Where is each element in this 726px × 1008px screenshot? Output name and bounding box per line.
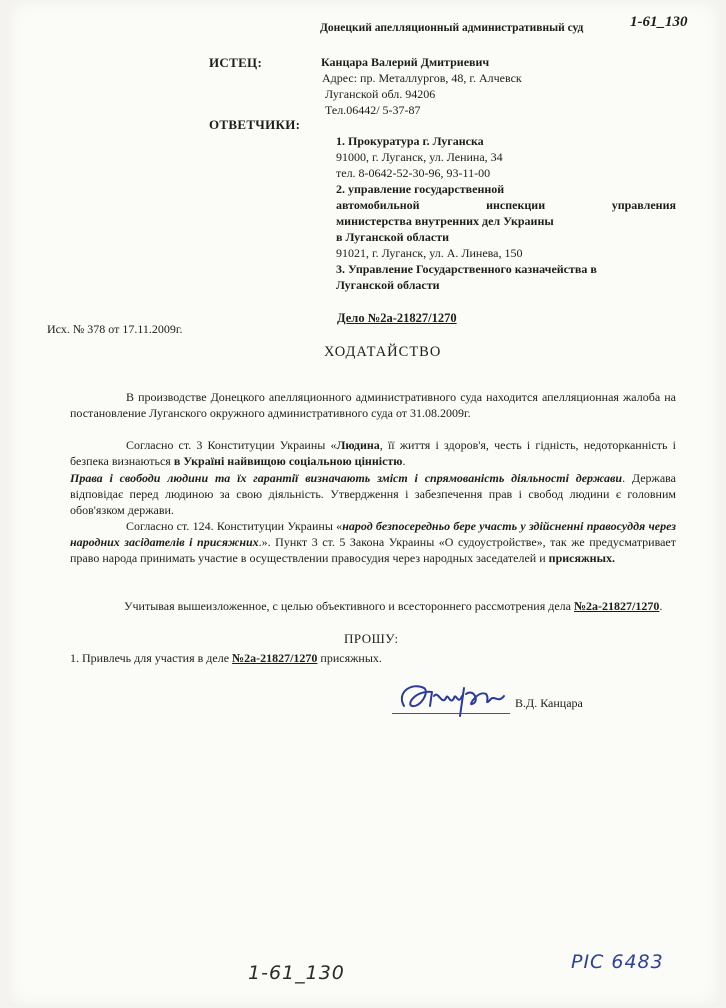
outgoing-number: Исх. № 378 от 17.11.2009г. — [47, 322, 183, 336]
p2-part-c: , її життя і здоров'я, честь і гідність, недоторканність і безпека визнаються — [70, 438, 677, 468]
defendant-3-line2: Луганской области — [336, 278, 440, 292]
plaintiff-address-line1: Адрес: пр. Металлургов, 48, г. Алчевск — [322, 71, 522, 85]
bottom-handwritten-code: PIC 6483 — [571, 951, 664, 973]
defendant-2-line1: 2. управление государственной — [336, 182, 505, 196]
p4-part-a: Согласно ст. 124. Конституции Украины « — [126, 519, 343, 533]
request-item-1 — [70, 651, 382, 666]
request-heading: ПРОШУ: — [344, 631, 399, 646]
handwritten-signature — [390, 676, 514, 722]
defendant-2-address: 91021, г. Луганск, ул. А. Линева, 150 — [336, 246, 523, 260]
request-item-text-a: 1. Привлечь для участия в деле — [70, 651, 233, 665]
p5-part-a: Учитывая вышеизложенное, с целью объективного и всестороннего рассмотрения дела — [124, 599, 574, 613]
p2-part-e: . — [402, 454, 406, 468]
court-name: Донецкий апелляционный административный суд — [320, 22, 584, 34]
paragraph-1-text: В производстве Донецкого апелляционного административного суда находится апелляционная жалоба на постановление Луганского окружного административного суда от 31.08.2009г. — [70, 390, 676, 420]
p2-part-d: в Україні найвищою соціальною цінністю — [173, 454, 403, 468]
p2-part-b: Людина — [336, 438, 380, 452]
case-number: Дело №2а-21827/1270 — [337, 311, 457, 325]
defendant-2-line3: министерства внутренних дел Украины — [336, 214, 554, 228]
p3-part-a: Права і свободи людини та їх гарантії визначають зміст і спрямованість діяльності держави — [70, 471, 623, 485]
paragraph-1 — [70, 389, 676, 421]
paragraph-4 — [70, 518, 676, 566]
plaintiff-label: ИСТЕЦ: — [209, 55, 263, 70]
paragraph-2 — [70, 437, 676, 469]
defendants-block — [336, 133, 676, 293]
document-page — [8, 0, 720, 1006]
p5-case-number: №2а-21827/1270 — [573, 599, 660, 613]
p4-part-d: присяжных. — [548, 551, 615, 565]
document-title: ХОДАТАЙСТВО — [324, 344, 442, 360]
p5-part-c: . — [659, 599, 663, 613]
p4-part-b: народ безпосередньо бере участь у здійсненні правосуддя через народних засідателів і присяжних — [70, 519, 676, 549]
signatory-name: В.Д. Канцара — [515, 696, 583, 710]
defendant-1-title: 1. Прокуратура г. Луганска — [336, 134, 484, 148]
handwritten-stamp-number: 1-61_130 — [630, 14, 688, 30]
p2-part-a: Согласно ст. 3 Конституции Украины « — [126, 438, 337, 452]
defendant-1-address: 91000, г. Луганск, ул. Ленина, 34 — [336, 150, 503, 164]
defendant-2-line2: автомобильной инспекции управления — [336, 198, 676, 212]
defendant-1-phone: тел. 8-0642-52-30-96, 93-11-00 — [336, 166, 491, 180]
signature-line — [392, 713, 510, 714]
request-item-text-b: присяжных. — [317, 651, 382, 665]
plaintiff-block — [321, 54, 522, 118]
paragraph-3 — [70, 470, 676, 518]
plaintiff-name: Канцара Валерий Дмитриевич — [321, 55, 490, 69]
paragraph-5 — [70, 598, 676, 614]
defendants-label: ОТВЕТЧИКИ: — [209, 117, 301, 132]
p3-part-b: . Держава відповідає перед людиною за свою діяльність. Утвердження і забезпечення прав і свобод людини є головним обов'язком держави. — [70, 471, 676, 517]
request-case-number: №2а-21827/1270 — [232, 651, 318, 665]
defendant-2-line4: в Луганской области — [336, 230, 450, 244]
plaintiff-phone: Тел.06442/ 5-37-87 — [325, 103, 421, 117]
defendant-3-line1: 3. Управление Государственного казначейства в — [336, 262, 597, 276]
p4-part-c: .». Пункт 3 ст. 5 Закона Украины «О судоустройстве», так же предусматривает право народа принимать участие в осуществлении правосудия через народных заседателей и — [70, 535, 676, 565]
bottom-handwritten-number: 1-61_130 — [248, 962, 345, 984]
plaintiff-address-line2: Луганской обл. 94206 — [325, 87, 436, 101]
